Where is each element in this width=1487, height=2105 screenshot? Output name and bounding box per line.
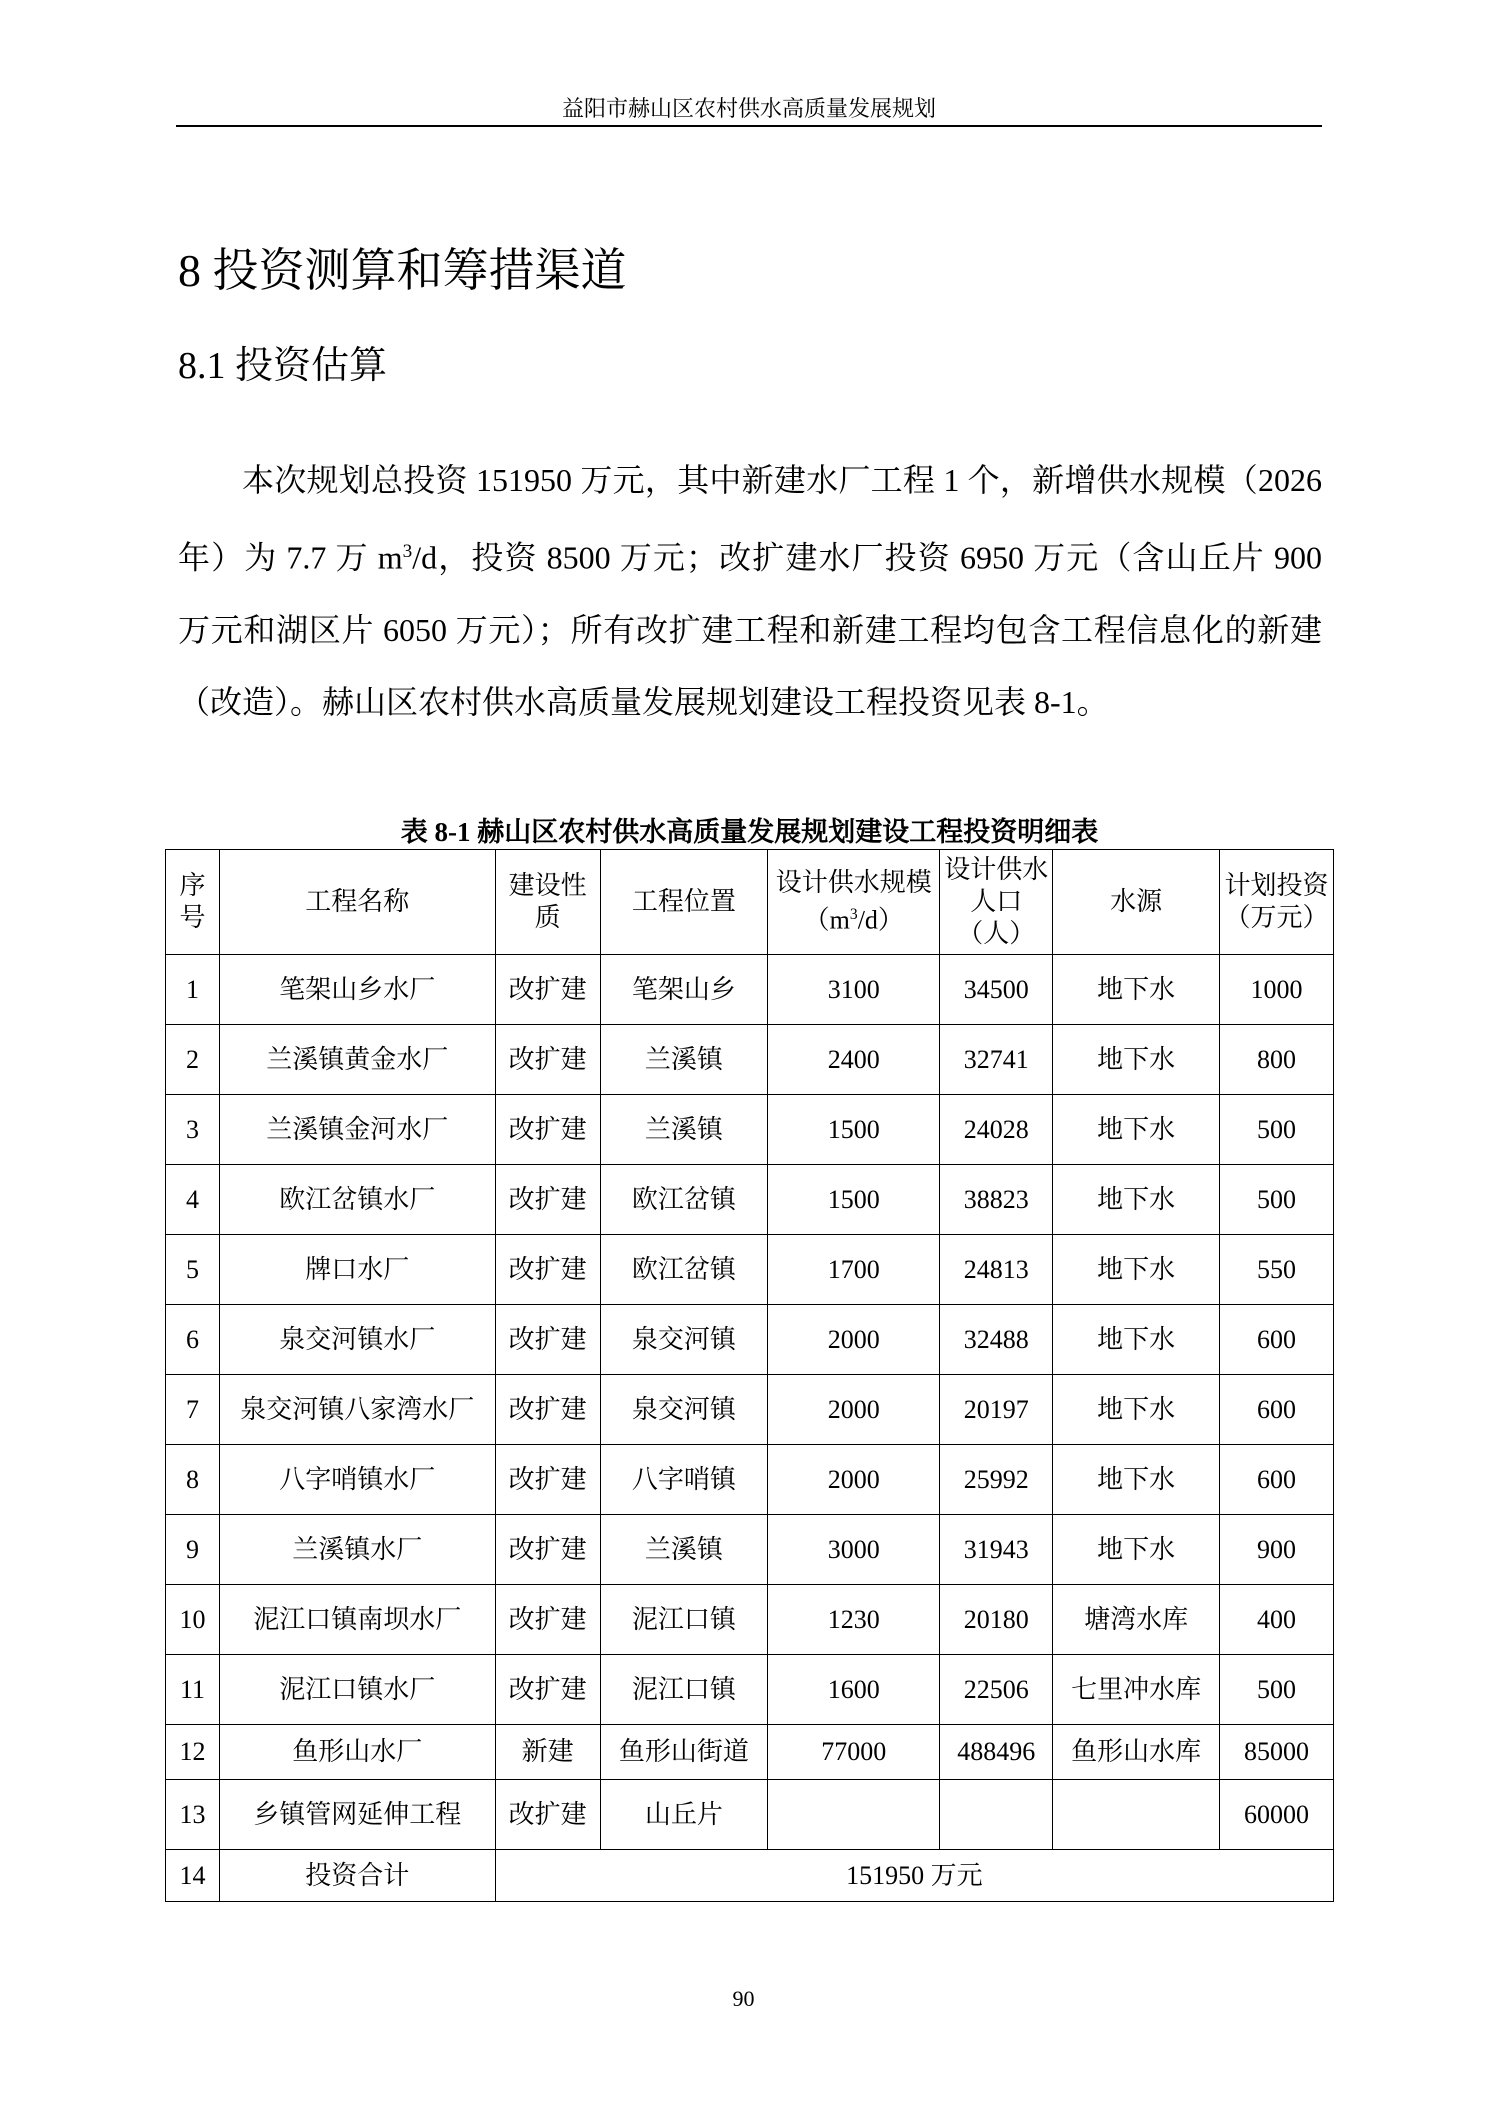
cell-src: 地下水: [1053, 1515, 1220, 1585]
cell-no: 6: [166, 1305, 220, 1375]
cell-scale: 2000: [768, 1305, 940, 1375]
cell-loc: 泥江口镇: [600, 1585, 768, 1655]
table-row: [166, 955, 1334, 1025]
cell-inv: 550: [1220, 1235, 1334, 1305]
para-text-a: 本次规划总投资 151950 万元，其中新建水厂工程 1 个，新增供水规模（2026 年）为 7.7 万 m: [178, 462, 1322, 576]
cell-scale: 1500: [768, 1095, 940, 1165]
cell-pop: 31943: [940, 1515, 1053, 1585]
cell-loc: 泉交河镇: [600, 1305, 768, 1375]
cell-no: 4: [166, 1165, 220, 1235]
cell-src: 地下水: [1053, 1375, 1220, 1445]
cell-inv: 500: [1220, 1655, 1334, 1725]
cell-pop: 32488: [940, 1305, 1053, 1375]
cell-scale: 2000: [768, 1445, 940, 1515]
cell-no: 8: [166, 1445, 220, 1515]
table-row: [166, 1095, 1334, 1165]
cell-scale: 77000: [768, 1725, 940, 1780]
header-divider: [176, 125, 1322, 127]
cell-type: 改扩建: [495, 955, 600, 1025]
cell-loc: 笔架山乡: [600, 955, 768, 1025]
cell-loc: 兰溪镇: [600, 1095, 768, 1165]
table-row: [166, 1655, 1334, 1725]
cell-name: 鱼形山水厂: [219, 1725, 495, 1780]
cell-no: 12: [166, 1725, 220, 1780]
cell-pop: 20197: [940, 1375, 1053, 1445]
th-inv: 计划投资（万元）: [1220, 850, 1334, 955]
table-row: [166, 1165, 1334, 1235]
cell-pop: 32741: [940, 1025, 1053, 1095]
cell-src: 七里冲水库: [1053, 1655, 1220, 1725]
cell-type: 改扩建: [495, 1780, 600, 1850]
cell-no: 7: [166, 1375, 220, 1445]
cell-src: 地下水: [1053, 1025, 1220, 1095]
th-loc: 工程位置: [600, 850, 768, 955]
table-row: [166, 1445, 1334, 1515]
cell-no: 13: [166, 1780, 220, 1850]
cell-scale: 1230: [768, 1585, 940, 1655]
cell-name: 牌口水厂: [219, 1235, 495, 1305]
th-scale: 设计供水规模$(m^3/d)$: [768, 850, 940, 955]
cell-scale: 3100: [768, 955, 940, 1025]
cell-scale: 1600: [768, 1655, 940, 1725]
cell-type: 改扩建: [495, 1165, 600, 1235]
cell-inv: 800: [1220, 1025, 1334, 1095]
para-text-b: /d，投资 8500 万元；改扩建水厂投资 6950 万元（含山丘片 900 万元和湖区片 6050 万元）；所有改扩建工程和新建工程均包含工程信息化的新建（改造）。赫山区农村供水高质量发展规划建设工程投资见表 8-1。: [178, 539, 1322, 720]
cell-pop: [940, 1780, 1053, 1850]
table-row: [166, 1725, 1334, 1780]
cell-pop: 34500: [940, 955, 1053, 1025]
cell-src: 地下水: [1053, 1235, 1220, 1305]
cell-no: 10: [166, 1585, 220, 1655]
cell-name: 欧江岔镇水厂: [219, 1165, 495, 1235]
table-row: [166, 1515, 1334, 1585]
cell-type: 改扩建: [495, 1235, 600, 1305]
cell-inv: 500: [1220, 1095, 1334, 1165]
cell-scale: 2000: [768, 1375, 940, 1445]
cell-loc: 兰溪镇: [600, 1025, 768, 1095]
cell-no: 1: [166, 955, 220, 1025]
cell-pop: 25992: [940, 1445, 1053, 1515]
cell-pop: 22506: [940, 1655, 1053, 1725]
table-row: [166, 1585, 1334, 1655]
cell-src: 地下水: [1053, 1095, 1220, 1165]
cell-src: 鱼形山水库: [1053, 1725, 1220, 1780]
cell-loc: 泉交河镇: [600, 1375, 768, 1445]
cell-pop: 20180: [940, 1585, 1053, 1655]
cell-type: 改扩建: [495, 1445, 600, 1515]
cell-type: 改扩建: [495, 1515, 600, 1585]
table-row: [166, 1375, 1334, 1445]
cell-pop: 488496: [940, 1725, 1053, 1780]
cell-loc: 兰溪镇: [600, 1515, 768, 1585]
section-title: 8.1 投资估算: [178, 345, 388, 387]
cell-name: 笔架山乡水厂: [219, 955, 495, 1025]
cell-scale: 1700: [768, 1235, 940, 1305]
cell-name: 泉交河镇八家湾水厂: [219, 1375, 495, 1445]
th-pop: 设计供水人口（人）: [940, 850, 1053, 955]
cell-loc: 欧江岔镇: [600, 1235, 768, 1305]
th-no: 序号: [166, 850, 220, 955]
cell-src: [1053, 1780, 1220, 1850]
cell-inv: 600: [1220, 1375, 1334, 1445]
cell-type: 改扩建: [495, 1095, 600, 1165]
cell-inv: 60000: [1220, 1780, 1334, 1850]
cell-inv: 500: [1220, 1165, 1334, 1235]
cell-name: 兰溪镇金河水厂: [219, 1095, 495, 1165]
investment-table: [165, 849, 1334, 1902]
cell-loc: 八字哨镇: [600, 1445, 768, 1515]
cell-no: 14: [166, 1850, 220, 1902]
cell-no: 3: [166, 1095, 220, 1165]
cell-type: 新建: [495, 1725, 600, 1780]
cell-inv: 600: [1220, 1445, 1334, 1515]
cell-name: 兰溪镇黄金水厂: [219, 1025, 495, 1095]
th-src: 水源: [1053, 850, 1220, 955]
table-row: [166, 1025, 1334, 1095]
cell-scale: 2400: [768, 1025, 940, 1095]
running-header: 益阳市赫山区农村供水高质量发展规划: [561, 96, 936, 121]
cell-scale: 3000: [768, 1515, 940, 1585]
cell-scale: 1500: [768, 1165, 940, 1235]
cell-src: 地下水: [1053, 1445, 1220, 1515]
table-row: [166, 1305, 1334, 1375]
cell-name: 泉交河镇水厂: [219, 1305, 495, 1375]
cell-type: 改扩建: [495, 1585, 600, 1655]
cell-no: 9: [166, 1515, 220, 1585]
th-name: 工程名称: [219, 850, 495, 955]
cell-pop: 38823: [940, 1165, 1053, 1235]
cell-src: 地下水: [1053, 955, 1220, 1025]
cell-src: 地下水: [1053, 1305, 1220, 1375]
cell-inv: 900: [1220, 1515, 1334, 1585]
cell-type: 改扩建: [495, 1025, 600, 1095]
table-total-row: [166, 1850, 1334, 1902]
cell-pop: 24028: [940, 1095, 1053, 1165]
cell-inv: 600: [1220, 1305, 1334, 1375]
cell-loc: 鱼形山街道: [600, 1725, 768, 1780]
cell-scale: [768, 1780, 940, 1850]
cell-src: 地下水: [1053, 1165, 1220, 1235]
cell-src: 塘湾水库: [1053, 1585, 1220, 1655]
table-caption: 表 8-1 赫山区农村供水高质量发展规划建设工程投资明细表: [400, 817, 1099, 847]
body-paragraph: [178, 444, 1322, 738]
para-sup: 3: [402, 541, 413, 562]
cell-loc: 欧江岔镇: [600, 1165, 768, 1235]
cell-name: 乡镇管网延伸工程: [219, 1780, 495, 1850]
table-header-row: [166, 850, 1334, 955]
cell-type: 改扩建: [495, 1655, 600, 1725]
page-number: 90: [732, 1986, 755, 2011]
cell-name: 兰溪镇水厂: [219, 1515, 495, 1585]
cell-name: 八字哨镇水厂: [219, 1445, 495, 1515]
cell-type: 改扩建: [495, 1375, 600, 1445]
cell-inv: 1000: [1220, 955, 1334, 1025]
cell-no: 2: [166, 1025, 220, 1095]
cell-no: 11: [166, 1655, 220, 1725]
cell-type: 改扩建: [495, 1305, 600, 1375]
cell-name: 泥江口镇南坝水厂: [219, 1585, 495, 1655]
cell-loc: 泥江口镇: [600, 1655, 768, 1725]
cell-inv: 85000: [1220, 1725, 1334, 1780]
cell-total-label: 投资合计: [219, 1850, 495, 1902]
chapter-title: 8 投资测算和筹措渠道: [178, 245, 627, 296]
cell-pop: 24813: [940, 1235, 1053, 1305]
th-type: 建设性质: [495, 850, 600, 955]
cell-no: 5: [166, 1235, 220, 1305]
table-row: [166, 1780, 1334, 1850]
table-row: [166, 1235, 1334, 1305]
cell-name: 泥江口镇水厂: [219, 1655, 495, 1725]
cell-loc: 山丘片: [600, 1780, 768, 1850]
cell-inv: 400: [1220, 1585, 1334, 1655]
cell-total-value: 151950 万元: [495, 1850, 1333, 1902]
